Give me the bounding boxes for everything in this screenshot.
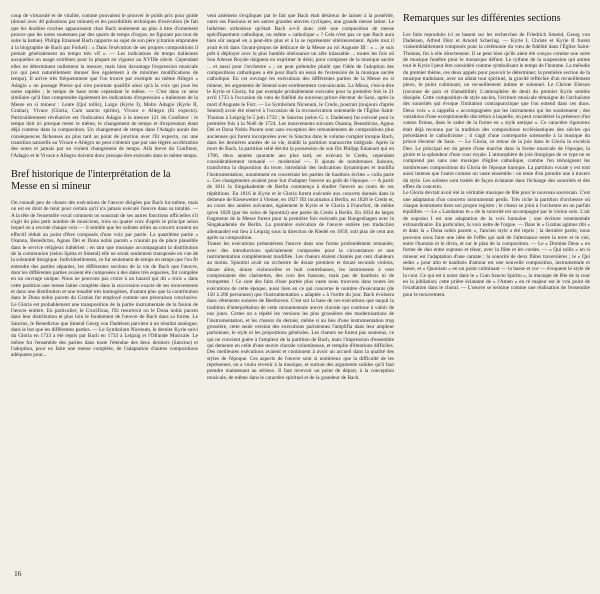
section-heading-history: Bref historique de l'interprétation de la Messe en si mineur (11, 168, 171, 192)
column-middle (207, 13, 394, 591)
paragraph: Les faits reproduits ici se basent sur les recherches de Friedrich Smend, Georg von Dadelsen, Alfred Dürr et Arnold Schering. — Kyrie I, Christe et Kyrie II furent vraisemblablement composés pour la cérémonie du vœu de fidélité dans l'Église Saint-Thomas, fut à elle directement. Il se peut bien qu'ils aient été conçus comme une sorte de musique funèbre pour le monarque défunt. Le rythme de la suspension qui anime tout le Kyrie I peut être considéré comme symbolisant le temps de l'homme. La mélodie du premier thème, ces deux appels pour pouvoir le déterminer; la première section de la musique traduisant, avec un allant tout spirituel, la gravité réfléchie d'un recueillement pieux, le point culminant, un recueillement intime et solennel. Le Christe Eleison (ravonne de paix et d'amabilité). L'atmosphère de deuil du premier Kyrie semble dissipée. Cette composition de style ancien, l'écriture musicale témoigne de l'archaïsme des sonorités qui évoque l'imitation contrapunctique que l'on entend dans ces duos. Deux voix « a cappella » accompagnées par les instruments qui les soutiennent ; des variations d'une exceptionnelle discrétion à laquelle, on peut considérer la présence d'un cantus firmus, dans le cadre de la forme en « style antique ». Ce caractère rigoureux était déjà reconnu par la tradition des compositions ecclésiastiques des siècles qui précédaient le catholicisme ; il s'agit d'une contrepartie solennelle à la musique du prince électeur de Saxe. — Le Gloria, ce retour de la joie dans le Gloria in excelsis Deo. Le principal est du genre d'une marche dans la forme musicale de l'époque, la gloire et la splendeur d'une cour royale. L'atmosphère de joie liturgique de ce type ne se comprend pas sans une musique d'église catholique, comme l'en témoignent les nombreuses compositions du Gloria de l'époque baroque. La partition vocale y est tout aussi intense que l'autre comme un vaste ensemble : on tente d'en prendre une à travers du style. Les solistes sont traités de façon éclatante dans l'échange des sonorités et des effets du concerto. (403, 31, 590, 190)
section-heading-remarks: Remarques sur les différentes sections (403, 13, 561, 24)
page-number: 16 (14, 569, 22, 578)
column-right (403, 13, 590, 591)
paragraph: vent aisément s'expliquer par le fait que Bach était désireux de laisser à la postérité, outre ses Passions et ses autres grandes œuvres cycliques, une grande messe latine. Le luthérien orthodoxe qu'était Bach a-t-il donc créé une composition de messe spécifiquement catholique, ou même « catholique » ? Cela n'est pas ce que Bach aura bien sûr auquel en a peut-être plus et à la se représenter ultérieurement. Après tout il avait écrit dans l'avant-propos de dédicace de la Messe au roi Auguste III : « ... je suis prêt à déployer avec la plus humble obéissance un zèle inlassable ... toutes les fois où Son Altesse Royale daignera en exprimer le désir, pour composer de la musique sacrée ... et aussi pour l'orchestre » ; on peut prétendre plutôt que l'idée de l'adoption des compositions catholiques a été pour Bach un essai de l'extension de la musique sacrée catholique. En cet ouvrage les exécutions des différentes parties de la Messe en si mineur, les arguments de Smend sont extrêmement convaincants. La Missa, c'est-à-dire le Kyrie et Gloria, fut par exemple probablement exécutée pour la première fois le 21 avril 1733 à l'occasion du vœu de fidélité du nouveau prince électeur de Saxe, après la mort d'Auguste le Fort. — Le Symbolum Nicenum, le Credo, pourrait (toujours d'après Smend) avoir été réservé à l'occasion de la reconsécration solennelle de l'Église Saint-Thomas à Leipzig le 5 juin 1732 ; le Sanctus (selon G. v. Dadelsen) fut exécuté pour la première fois à la Noël de 1724. Les mouvements suivants Osanna, Benedictus, Agnus Dei et Dona Nobis Pacem sont sans exception des remaniements de compositions plus anciennes qui furent incorporées avec le Sanctus dans le volume complet lorsque Bach, dans les dernières années de sa vie, établit la partition manuscrite intégrale. Après la mort de Bach, la partition relié devint la possession de son fils Philipp Emanuel qui en 1786, deux années quarante ans plus tard, en exécuta le Credo, cependant considérablement remanié — modernisé —. Il ajouta de nombreuses liaisons, transforma la disposition du texte, introduisit des indications dynamiques et modifia l'instrumentation, notamment en concertant les parties de hautbois écrites « colla parte ». Ces changements avaient pour but d'adapter l'œuvre au goût de l'époque. — A partir de 1811 la Singakademie de Berlin commença à étudier l'œuvre au cours de ses répétitions. En 1816 le Kyrie et le Gloria furent exécutés aux concerts donnés dans la demeure de Kiesewetter à Vienne, en 1827 l'Et incarnatus à Berlin, en 1828 le Credo et, au cours des années suivantes, également le Kyrie et le Gloria à Francfort, de même qu'en 1828 (par les soins de Spontini) une partie du Credo à Berlin. En 1834 de larges fragments de la Messe furent pour la première fois exécutés par Rungenhagen avec la Singakademie de Berlin. La première exécution de l'œuvre entière (en traduction allemande) eut lieu à Leipzig sous la direction de Riedel en 1859, soit plus de cent ans après sa composition. (207, 13, 394, 242)
paragraph: On connaît peu de choses des exécutions de l'œuvre dirigées par Bach lui-même, mais on est en droit de tenir pour certain qu'il n'a jamais exécuté l'œuvre dans sa totalité. — A la tête de l'ensemble vocal comment on soustrait de ses autres fonctions officielles s'il s'agit du plus petit nombre de musiciens, trois ou quatre voix d'après le principe selon lequel on a recruté chaque voix — il semble que les solistes utiles au concert avaient un effectif réduit au point d'être composés d'une voix par partie. La quatrième partie « Osanna, Benedictus, Agnus Dei et Dona nobis pacem » n'aurait pu de place plausible dans le service religieux luthérien ; en tant que musique accompagnant la distribution de la communion (selon Spitta et Smend) elle ne serait seulement transposée en vue de la solennité liturgique. Individuellement, ce fut seulement de temps en temps que l'on fit entendre des parties séparées, les différentes sections de la vie de Bach que l'œuvre, dont les différentes parties avaient été composées à des dates très espacées, fut compilée en un ouvrage unique. Nous ne pouvons pas croire à un hasard qui dit « trois » dans cette partition une messe latine complète dans la succession exacte de ses mouvements et dans une distribution et une tonalité très homogènes, d'autant plus que la contribution dans le Dona nobis pacem du Gratias fut employé comme une péroraison conclusive. Le Gloria est probablement une transposition de la partie instrumentale de la fusion de l'œuvre entière. En particulier, le Crucifixus, l'Et resurrexit ou le Dona nobis pacem dans leur distribution et plus loin le fondement de l'œuvre de Bach dans sa forme. Le Sanctus, le Benedictus que Smend Georg von Dadelsen parvient à un résultat analogue, dans le but que les différentes parties. — Le Symbolum Nicenum, le dernier Kyrie suivi du Gloria en 1733 a été repris par Bach en 1733 à Leipzig et l'Ofrande Musicale. Le même fut l'ensemble des parties dans toute l'étendue des deux derniers (Sanctus) et l'adoption, pour en faire une messe complète, de l'adaptation d'autres compositions adéquates pour... (11, 200, 198, 359)
column-left (11, 13, 198, 591)
paragraph: coup de virtuosité et de vitalité, comme pouvaient le prouver le poids prix pour guide (donné avec 40 pulsations par minute) et les possibilités techniques d'exécution (le fait que les doubles croches apparaissent chez Bach seulement au plus à titre d'ornement prouve que les notes soutenues par des quarts de temps d'orgue, ne figurant pas tout de suite la battue). Philipp Emanuel Bach rapporte au sujet de son père (citation empruntée à la biographie de Bach par Forkel) : « Dans l'exécution de ses propres compositions il prenait généralement un tempo très vif ». — Les indications de tempo italiennes auxquelles on usage extrêmes pour la plupart en vigueur au XVIIIe siècle. Cependant elles ne déterminent nullement la mesure, mais bien davantage l'expression musicale (ce qui peut naturellement donner lieu également à de minimes modifications de tempo). Il arrive très fréquemment que l'on trouve par exemple un même Allegro « Adagio » un passage Presto qui n'en pourtant qualifié ainsi qu'à la voix qui joue les notes rapides ; le tempo de base reste cependant le même. — C'est dans ce sens similaire qu'il faut comprendre également les indications d'expression « italiennes de la Messe en si mineur : Lente (Qui tollis), Largo (Kyrie I), Molto Adagio (Kyrie II, Gratias), Vivace (Gloria, Cum sancto spiritu), Vivace e Allegro (Et expecto). Particulièrement révélatrice est l'indication Adagio à la mesure 121 du Confiteor : le tempo doit ici presque rester le même, le changement de tempo et d'expression étant déjà contenu dans la composition. Un changement de tempo dans l'Adagio aurait des conséquences fâcheuses au plus tard au point de jonction avec l'Et expecto, car une transition naturelle au Vivace e Allegro ne peut s'obtenir que par une légère accélération des notes et jamais par un violent changement de tempo. Allà breve du Confiteor, l'Adagio et le Vivace e Allegro doivent donc presque être exécutés dans le même tempo. (11, 13, 198, 159)
paragraph: Le Gloria devrait avoir été la véritable musique de fête pour le nouveau souverain. C'est une adaptation d'un concerto instrumental perdu. Très riche la partition d'orchestre où chaque instrument tient son propre registre ; le chœur se joint à l'orchestre en un parfait équilibre. — Le « Laudamus te » de la sonorité est accompagné par le violon solo. L'air de soprano I est une adaptation de la voix humaine ; une écriture ornementale extraordinaire. En particulier, la voix nette de l'orgue. — Dans le « Gratias agimus tibi » et dans la « Dona nobis pacem », l'ancien style a été repris ; la dernière partie, nous pouvons nous faire une idée de l'effet qui naît de l'alternance entre la terre et le ciel, entre l'humain et le divin, et sur le plan de la composition. — Le « Domine Deus » en forme de duo entre soprano et ténor, avec la flûte et les cordes. — « Qui tollis » en si mineur est l'adaptation d'une cantate ; la sonorité de deux flûtes traversières ; le « Qui sedes » pour alto et hautbois d'amour est une nouvelle composition, instrumentale et basse, et « Quoniam » en un point culminant — la basse et cor — évoquent le style de la cour. Ce qui est à noter dans le « Cum Sancto Spiritu », la musique de fête de la cour en la jubilation; cette prière éclatante de « l'Amen » en ré majeur est le vrai point de l'exaltation dans le choral. — L'œuvre se termine comme une réalisation de l'ensemble pour le mouvement. (403, 190, 590, 298)
paragraph: Toutes les exécutions présentèrent l'œuvre dans une forme profondément remaniée, avec des introductions spécialement composées pour la circonstance et une instrumentation complètement modifiée. Les chœurs étaient chantés par cent chanteurs au moins. Spontini avait un orchestre de douze premiers et douze seconds violons, douze altos, douze violoncelles et huit contrebasses, les instruments à vent comprenaient des clarinettes, des cors des bassons, mais pas de hautbois ni de trompettes ! Ce sont des faits d'une portée plus vaste nous trouvons dans toutes les exécutions de cette époque, aussi bien en ce qui concerne le nombre d'exécutants (de 150 à 200 personnes) que l'instrumentation « adaptée » à l'ordre du jour. Bach évoluera dans vêtements sonores de Beethoven. C'est sur la base de ces exécutions que naquit la tradition d'interprétation de cette monumentale œuvre chorale qui continue à valoir de nos jours. Certes on a répété les versions les plus grossières des modernisations de l'instrumentation, et les chœurs du dernier, même si au lieu d'une instrumentation trop grossière, cette seule version des exécutions parisiennes l'amplifia dans leur ampleur parisienne, le style et les proportions générales. Les chœurs ne furent pas soutenus, ce qui ne convient guère à l'ampleur de la partition de Bach, mais l'impression d'ensemble qui demeure en celle d'une œuvre chorale volumineuse, et remplie d'émotions difficiles. Des meilleures exécutions avaient et continuent à avoir un accueil dans la qualité des styles de l'époque. Ces aspects de l'œuvre sont si nombreux que la difficulté de les représenter, on a voulu revenir à la musique, et surtout des arguments solides qu'il faut prendre maintenant au sérieux. Il faut recevoir un point de départ, à la conception musicale, de même dans le caractère spirituel et de la grandeur de Bach. (207, 241, 394, 381)
